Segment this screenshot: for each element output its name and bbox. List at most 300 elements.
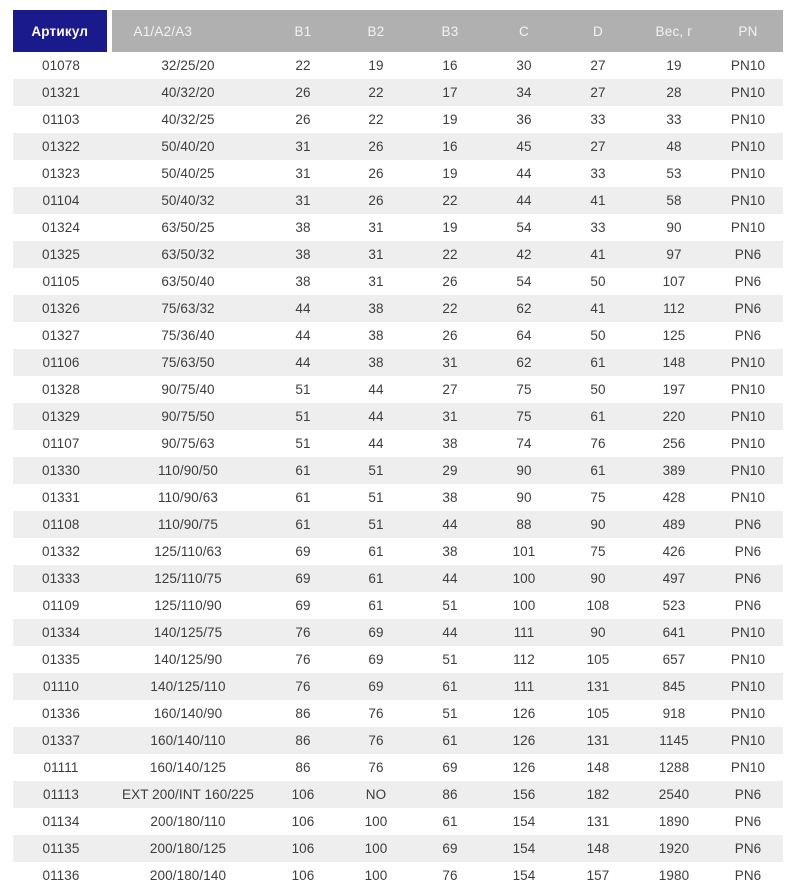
cell-b3: 22 xyxy=(442,247,458,262)
cell-article: 01103 xyxy=(42,112,80,127)
cell-d: 76 xyxy=(590,436,606,451)
cell-c: 100 xyxy=(512,598,536,613)
cell-b3: 51 xyxy=(442,706,458,721)
cell-dims: 63/50/25 xyxy=(161,220,215,235)
cell-c: 88 xyxy=(516,517,532,532)
cell-pn: PN10 xyxy=(730,166,766,181)
cell-b3: 76 xyxy=(442,868,458,883)
cell-c: 101 xyxy=(512,544,536,559)
cell-d: 75 xyxy=(590,544,606,559)
cell-article: 01078 xyxy=(41,58,81,73)
cell-article: 01322 xyxy=(41,139,81,154)
cell-pn: PN10 xyxy=(730,625,766,640)
cell-weight: 256 xyxy=(662,436,686,451)
cell-b2: 51 xyxy=(368,463,384,478)
cell-b1: 69 xyxy=(295,598,311,613)
cell-b3: 22 xyxy=(442,193,458,208)
cell-pn: PN6 xyxy=(734,841,762,856)
cell-c: 111 xyxy=(513,679,535,694)
cell-d: 131 xyxy=(586,733,610,748)
cell-c: 90 xyxy=(516,463,532,478)
cell-dims: 200/180/125 xyxy=(149,841,227,856)
cell-c: 154 xyxy=(512,814,536,829)
cell-b1: 51 xyxy=(295,436,311,451)
table-row xyxy=(13,79,783,106)
cell-pn: PN10 xyxy=(730,706,766,721)
cell-dims: 160/140/90 xyxy=(153,706,223,721)
cell-pn: PN10 xyxy=(730,382,766,397)
cell-b2: 44 xyxy=(368,409,384,424)
cell-b1: 38 xyxy=(295,220,311,235)
cell-d: 90 xyxy=(590,517,606,532)
cell-c: 54 xyxy=(516,220,532,235)
cell-dims: 40/32/20 xyxy=(161,85,215,100)
cell-c: 42 xyxy=(516,247,532,262)
cell-dims: 90/75/40 xyxy=(161,382,215,397)
cell-b3: 44 xyxy=(442,625,458,640)
cell-weight: 389 xyxy=(662,463,686,478)
table-row xyxy=(13,457,783,484)
table-row xyxy=(13,214,783,241)
cell-b1: 44 xyxy=(295,328,311,343)
table-body xyxy=(13,52,783,889)
table-row xyxy=(13,133,783,160)
table-row xyxy=(13,52,783,79)
cell-c: 45 xyxy=(516,139,532,154)
cell-b2: 69 xyxy=(368,652,384,667)
cell-c: 156 xyxy=(512,787,536,802)
cell-pn: PN6 xyxy=(734,247,762,262)
cell-article: 01329 xyxy=(41,409,81,424)
cell-d: 33 xyxy=(590,112,606,127)
cell-d: 90 xyxy=(590,625,606,640)
cell-c: 54 xyxy=(516,274,532,289)
cell-b1: 38 xyxy=(295,247,311,262)
cell-weight: 148 xyxy=(662,355,686,370)
cell-b1: 106 xyxy=(291,868,315,883)
cell-article: 01336 xyxy=(41,706,81,721)
cell-b3: 26 xyxy=(442,274,458,289)
cell-d: 75 xyxy=(590,490,606,505)
table-row xyxy=(13,619,783,646)
cell-b3: 44 xyxy=(442,517,458,532)
cell-weight: 19 xyxy=(666,58,682,73)
cell-weight: 48 xyxy=(666,139,682,154)
cell-b2: 26 xyxy=(368,139,384,154)
table-row xyxy=(13,376,783,403)
cell-b3: 38 xyxy=(442,436,458,451)
cell-b1: 76 xyxy=(295,679,311,694)
cell-weight: 845 xyxy=(662,679,686,694)
cell-b1: 76 xyxy=(295,625,311,640)
cell-b1: 44 xyxy=(295,301,311,316)
cell-weight: 28 xyxy=(666,85,682,100)
cell-article: 01324 xyxy=(41,220,81,235)
cell-b3: 29 xyxy=(442,463,458,478)
table-header xyxy=(13,10,783,52)
cell-weight: 58 xyxy=(666,193,682,208)
table-row xyxy=(13,511,783,538)
cell-dims: 125/110/90 xyxy=(154,598,222,613)
cell-d: 50 xyxy=(590,328,606,343)
table-row xyxy=(13,106,783,133)
cell-b1: 51 xyxy=(295,382,311,397)
cell-dims: 50/40/20 xyxy=(161,139,215,154)
table-row xyxy=(13,808,783,835)
cell-weight: 2540 xyxy=(658,787,690,802)
cell-article: 01333 xyxy=(41,571,81,586)
cell-article: 01110 xyxy=(42,679,80,694)
cell-pn: PN6 xyxy=(734,814,762,829)
table-row xyxy=(13,700,783,727)
cell-b1: 86 xyxy=(295,706,311,721)
cell-dims: 140/125/90 xyxy=(153,652,223,667)
cell-pn: PN10 xyxy=(730,58,766,73)
cell-b1: 22 xyxy=(295,58,311,73)
cell-article: 01104 xyxy=(42,193,80,208)
cell-b3: 31 xyxy=(442,409,458,424)
cell-b2: 51 xyxy=(368,490,384,505)
cell-article: 01105 xyxy=(42,274,80,289)
cell-b3: 61 xyxy=(442,814,458,829)
cell-pn: PN10 xyxy=(730,490,766,505)
cell-weight: 1920 xyxy=(658,841,690,856)
cell-c: 154 xyxy=(512,868,536,883)
table-row xyxy=(13,160,783,187)
cell-c: 90 xyxy=(516,490,532,505)
cell-weight: 1890 xyxy=(658,814,690,829)
cell-dims: 125/110/75 xyxy=(154,571,222,586)
cell-b1: 106 xyxy=(291,814,315,829)
cell-b3: 17 xyxy=(442,85,458,100)
cell-c: 64 xyxy=(516,328,532,343)
cell-weight: 90 xyxy=(666,220,682,235)
cell-article: 01321 xyxy=(41,85,81,100)
cell-b2: 44 xyxy=(368,436,384,451)
cell-d: 27 xyxy=(590,58,606,73)
cell-b3: 51 xyxy=(442,652,458,667)
cell-dims: 75/63/32 xyxy=(161,301,215,316)
cell-article: 01108 xyxy=(42,517,80,532)
table-row xyxy=(13,646,783,673)
cell-dims: 140/125/75 xyxy=(153,625,223,640)
cell-pn: PN10 xyxy=(730,760,766,775)
cell-pn: PN6 xyxy=(734,571,762,586)
cell-pn: PN10 xyxy=(730,409,766,424)
table-row xyxy=(13,295,783,322)
cell-b1: 31 xyxy=(295,139,311,154)
cell-d: 61 xyxy=(590,463,606,478)
table-row xyxy=(13,781,783,808)
cell-article: 01323 xyxy=(41,166,81,181)
cell-weight: 657 xyxy=(662,652,686,667)
cell-d: 50 xyxy=(590,274,606,289)
cell-b1: 61 xyxy=(295,463,311,478)
cell-b1: 106 xyxy=(291,841,315,856)
cell-b2: 76 xyxy=(368,760,384,775)
cell-d: 41 xyxy=(590,193,606,208)
cell-b2: NO xyxy=(365,787,387,802)
cell-dims: 40/32/25 xyxy=(161,112,215,127)
cell-b2: 61 xyxy=(368,571,384,586)
cell-dims: EXT 200/INT 160/225 xyxy=(122,787,254,802)
cell-pn: PN10 xyxy=(730,85,766,100)
cell-b1: 86 xyxy=(295,733,311,748)
cell-dims: 75/63/50 xyxy=(161,355,215,370)
cell-b3: 51 xyxy=(442,598,458,613)
cell-dims: 90/75/63 xyxy=(161,436,215,451)
cell-b3: 86 xyxy=(442,787,458,802)
cell-b3: 69 xyxy=(442,841,458,856)
cell-article: 01135 xyxy=(42,841,80,856)
cell-d: 131 xyxy=(586,814,610,829)
cell-b3: 38 xyxy=(442,490,458,505)
cell-d: 50 xyxy=(590,382,606,397)
cell-article: 01327 xyxy=(41,328,81,343)
cell-b2: 69 xyxy=(368,625,384,640)
cell-b1: 31 xyxy=(295,166,311,181)
cell-b2: 31 xyxy=(368,220,384,235)
cell-article: 01107 xyxy=(42,436,80,451)
cell-b2: 100 xyxy=(364,868,388,883)
column-header-pn: PN xyxy=(713,10,783,52)
cell-d: 148 xyxy=(586,841,610,856)
cell-b3: 38 xyxy=(442,544,458,559)
cell-c: 126 xyxy=(512,706,536,721)
cell-c: 126 xyxy=(512,760,536,775)
cell-d: 27 xyxy=(590,85,606,100)
cell-article: 01325 xyxy=(41,247,81,262)
cell-b1: 26 xyxy=(295,112,311,127)
cell-c: 44 xyxy=(516,166,532,181)
cell-b2: 22 xyxy=(368,112,384,127)
cell-article: 01331 xyxy=(41,490,81,505)
cell-weight: 523 xyxy=(662,598,686,613)
cell-article: 01136 xyxy=(42,868,80,883)
cell-b2: 51 xyxy=(368,517,384,532)
cell-b2: 31 xyxy=(368,274,384,289)
table-row xyxy=(13,538,783,565)
cell-c: 62 xyxy=(516,301,532,316)
cell-b2: 100 xyxy=(364,841,388,856)
cell-b1: 69 xyxy=(295,544,311,559)
column-header-b2: B2 xyxy=(339,10,413,52)
cell-weight: 197 xyxy=(662,382,686,397)
table-row xyxy=(13,349,783,376)
cell-b3: 61 xyxy=(442,733,458,748)
cell-weight: 33 xyxy=(666,112,682,127)
cell-b3: 27 xyxy=(442,382,458,397)
cell-b2: 38 xyxy=(368,355,384,370)
table-row xyxy=(13,592,783,619)
cell-pn: PN6 xyxy=(734,274,762,289)
cell-b1: 31 xyxy=(295,193,311,208)
cell-b1: 69 xyxy=(295,571,311,586)
cell-article: 01332 xyxy=(41,544,81,559)
cell-b2: 76 xyxy=(368,733,384,748)
table-row xyxy=(13,673,783,700)
cell-article: 01111 xyxy=(43,760,79,775)
cell-b2: 61 xyxy=(368,544,384,559)
cell-pn: PN10 xyxy=(730,220,766,235)
cell-pn: PN10 xyxy=(730,193,766,208)
column-header-weight: Вес, г xyxy=(635,10,713,52)
cell-pn: PN6 xyxy=(734,301,762,316)
cell-pn: PN6 xyxy=(734,868,762,883)
cell-b1: 61 xyxy=(295,517,311,532)
cell-b2: 38 xyxy=(368,328,384,343)
cell-b3: 16 xyxy=(442,139,458,154)
cell-pn: PN10 xyxy=(730,112,766,127)
cell-pn: PN6 xyxy=(734,787,762,802)
table-row xyxy=(13,241,783,268)
cell-b3: 31 xyxy=(442,355,458,370)
cell-d: 61 xyxy=(590,409,606,424)
cell-b2: 26 xyxy=(368,166,384,181)
cell-b2: 22 xyxy=(368,85,384,100)
cell-weight: 426 xyxy=(662,544,686,559)
cell-b1: 86 xyxy=(295,760,311,775)
cell-dims: 90/75/50 xyxy=(161,409,215,424)
table-row xyxy=(13,187,783,214)
cell-d: 61 xyxy=(590,355,606,370)
cell-pn: PN10 xyxy=(730,463,766,478)
cell-dims: 63/50/32 xyxy=(161,247,215,262)
cell-c: 30 xyxy=(516,58,532,73)
cell-dims: 75/36/40 xyxy=(161,328,215,343)
cell-b1: 76 xyxy=(295,652,311,667)
cell-c: 75 xyxy=(516,382,532,397)
cell-b3: 16 xyxy=(442,58,458,73)
cell-weight: 97 xyxy=(666,247,682,262)
cell-b3: 26 xyxy=(442,328,458,343)
cell-c: 111 xyxy=(513,625,535,640)
cell-c: 36 xyxy=(516,112,532,127)
table-row xyxy=(13,727,783,754)
cell-weight: 918 xyxy=(662,706,686,721)
cell-c: 62 xyxy=(516,355,532,370)
cell-d: 105 xyxy=(586,652,610,667)
cell-dims: 125/110/63 xyxy=(154,544,222,559)
cell-pn: PN10 xyxy=(730,355,766,370)
cell-weight: 1145 xyxy=(659,733,689,748)
table-row xyxy=(13,484,783,511)
cell-weight: 1980 xyxy=(658,868,690,883)
cell-weight: 641 xyxy=(662,625,686,640)
cell-article: 01330 xyxy=(41,463,81,478)
cell-d: 157 xyxy=(586,868,610,883)
cell-b2: 44 xyxy=(368,382,384,397)
cell-b2: 38 xyxy=(368,301,384,316)
cell-d: 41 xyxy=(590,247,606,262)
cell-b3: 19 xyxy=(442,166,458,181)
cell-weight: 112 xyxy=(663,301,685,316)
column-header-b3: B3 xyxy=(413,10,487,52)
cell-b1: 106 xyxy=(291,787,315,802)
cell-pn: PN10 xyxy=(730,436,766,451)
cell-b3: 69 xyxy=(442,760,458,775)
cell-d: 131 xyxy=(586,679,610,694)
cell-weight: 53 xyxy=(666,166,682,181)
cell-weight: 125 xyxy=(662,328,686,343)
cell-dims: 140/125/110 xyxy=(150,679,226,694)
cell-d: 108 xyxy=(586,598,610,613)
cell-b1: 51 xyxy=(295,409,311,424)
cell-article: 01337 xyxy=(41,733,81,748)
cell-dims: 110/90/75 xyxy=(158,517,218,532)
cell-pn: PN10 xyxy=(730,652,766,667)
cell-c: 154 xyxy=(512,841,536,856)
cell-b1: 44 xyxy=(295,355,311,370)
cell-b2: 100 xyxy=(364,814,388,829)
cell-d: 182 xyxy=(586,787,610,802)
cell-b1: 26 xyxy=(295,85,311,100)
cell-weight: 220 xyxy=(662,409,686,424)
cell-b2: 31 xyxy=(368,247,384,262)
cell-d: 105 xyxy=(586,706,610,721)
cell-dims: 110/90/63 xyxy=(158,490,218,505)
cell-b3: 44 xyxy=(442,571,458,586)
cell-dims: 32/25/20 xyxy=(161,58,215,73)
cell-d: 41 xyxy=(590,301,606,316)
cell-pn: PN6 xyxy=(734,517,762,532)
cell-d: 33 xyxy=(590,220,606,235)
cell-c: 44 xyxy=(516,193,532,208)
table-row xyxy=(13,862,783,889)
cell-dims: 50/40/25 xyxy=(161,166,215,181)
cell-b3: 19 xyxy=(442,220,458,235)
cell-pn: PN10 xyxy=(730,139,766,154)
cell-weight: 497 xyxy=(662,571,686,586)
cell-dims: 200/180/110 xyxy=(150,814,226,829)
cell-b3: 22 xyxy=(442,301,458,316)
cell-article: 01134 xyxy=(42,814,80,829)
cell-d: 90 xyxy=(590,571,606,586)
cell-b1: 61 xyxy=(295,490,311,505)
column-header-article: Артикул xyxy=(13,10,109,52)
cell-article: 01335 xyxy=(41,652,81,667)
cell-pn: PN6 xyxy=(734,598,762,613)
cell-article: 01326 xyxy=(41,301,81,316)
cell-b2: 69 xyxy=(368,679,384,694)
cell-pn: PN10 xyxy=(730,733,766,748)
cell-b2: 76 xyxy=(368,706,384,721)
cell-d: 27 xyxy=(590,139,606,154)
cell-article: 01109 xyxy=(42,598,80,613)
cell-article: 01106 xyxy=(42,355,80,370)
table-row xyxy=(13,403,783,430)
cell-article: 01334 xyxy=(41,625,81,640)
table-row xyxy=(13,430,783,457)
cell-b3: 19 xyxy=(442,112,458,127)
cell-c: 74 xyxy=(516,436,532,451)
cell-article: 01328 xyxy=(41,382,81,397)
column-header-b1: B1 xyxy=(267,10,339,52)
cell-b1: 38 xyxy=(295,274,311,289)
cell-b3: 61 xyxy=(442,679,458,694)
specification-table xyxy=(13,10,783,889)
cell-c: 126 xyxy=(512,733,536,748)
table-row xyxy=(13,565,783,592)
column-header-dims: A1/A2/A3 xyxy=(109,10,267,52)
cell-weight: 107 xyxy=(662,274,686,289)
cell-dims: 50/40/32 xyxy=(161,193,215,208)
cell-d: 148 xyxy=(586,760,610,775)
table-row xyxy=(13,835,783,862)
cell-article: 01113 xyxy=(42,787,80,802)
cell-pn: PN6 xyxy=(734,328,762,343)
cell-dims: 160/140/125 xyxy=(149,760,227,775)
